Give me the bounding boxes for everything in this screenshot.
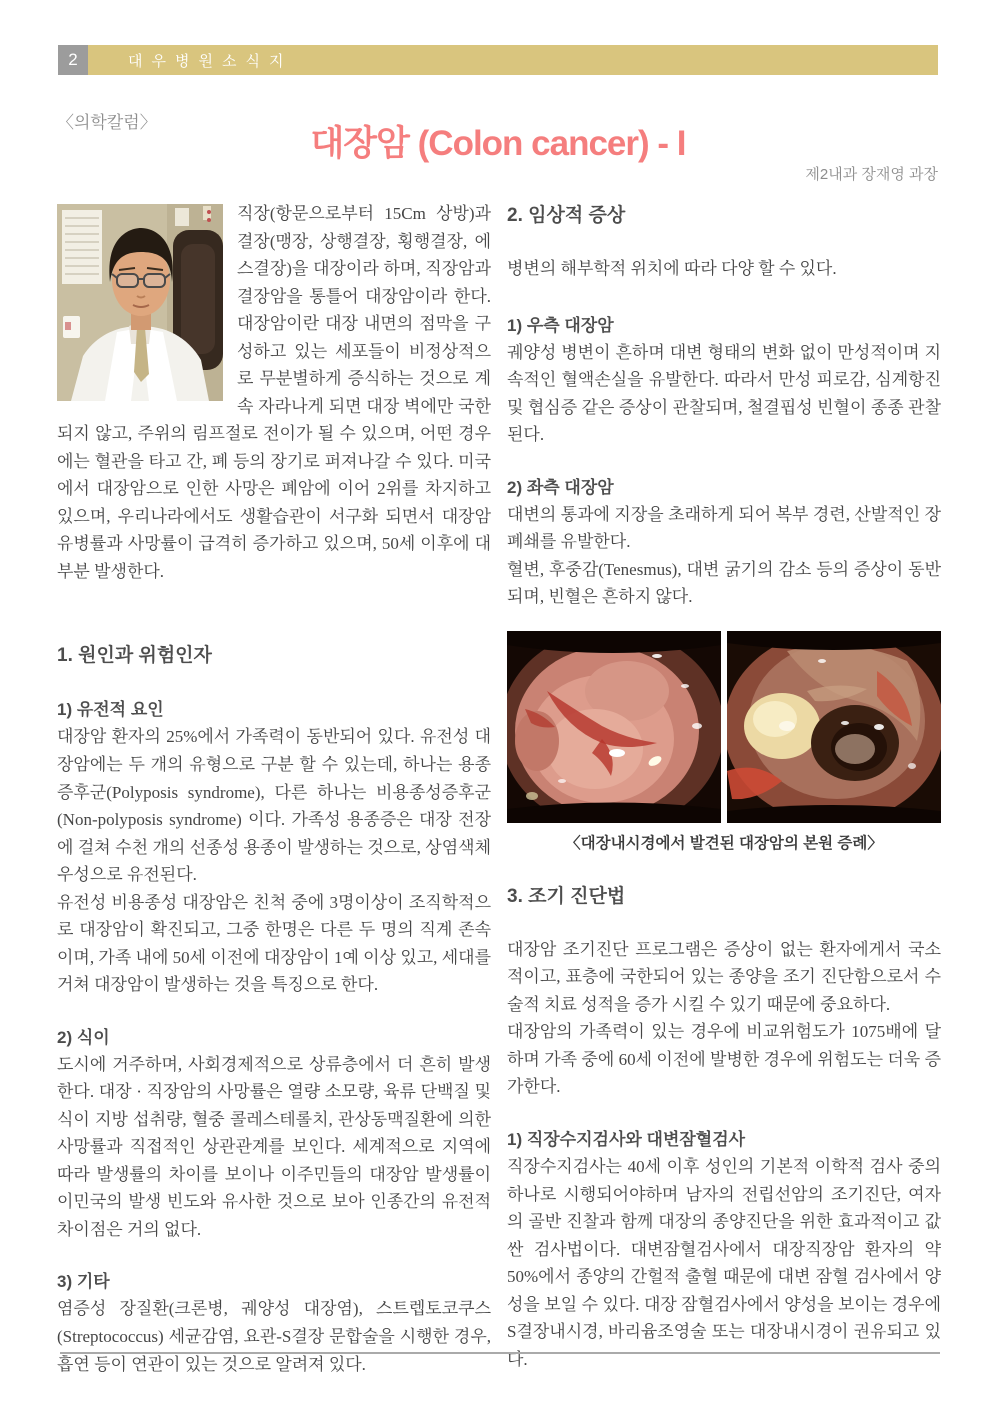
author-byline: 제2내과 장재영 과장 <box>805 166 938 183</box>
doctor-photo <box>57 204 223 401</box>
footer-divider <box>60 1352 940 1354</box>
paragraph: 대장암 환자의 25%에서 가족력이 동반되어 있다. 유전성 대장암에는 두 개의 유형으로 구분 할 수 있는데, 하나는 용종 증후군(Polyposis syndrome), 다른 하나는 비용종성증후군(Non-polyposis syndrome) 이다. 가족성 용종증은 대장 전장에 걸쳐 수천 개의 선종성 용종이 발생하는 것으로, 상염색체 우성으로 유전된다. <box>57 727 491 885</box>
endoscopy-image-left <box>507 631 721 823</box>
paragraph: 대변의 통과에 지장을 초래하게 되어 복부 경련, 산발적인 장폐쇄를 유발한다. <box>507 504 941 552</box>
section-heading-causes: 1. 원인과 위험인자 <box>57 645 212 667</box>
paragraph: 궤양성 병변이 흔하며 대변 형태의 변화 없이 만성적이며 지속적인 혈액손실을 유발한다. 따라서 만성 피로감, 심계항진 및 협심증 같은 증상이 관찰되며, 철결핍성 빈혈이 종종 관찰된다. <box>507 342 941 445</box>
left-column <box>57 200 491 1378</box>
paragraph: 대장암의 가족력이 있는 경우에 비교위험도가 1075배에 달하며 가족 중에 60세 이전에 발병한 경우에 위험도는 더욱 증가한다. <box>507 1022 941 1097</box>
intro-block <box>57 200 491 585</box>
subsection-heading-diet: 2) 식이 <box>57 1027 110 1047</box>
paragraph: 대장암 조기진단 프로그램은 증상이 없는 환자에게서 국소적이고, 표층에 국한되어 있는 종양을 조기 진단함으로서 수술적 치료 성적을 증가 시킬 수 있기 때문에 중요하다. <box>507 939 941 1014</box>
paragraph: 혈변, 후중감(Tenesmus), 대변 굵기의 감소 등의 증상이 동반되며, 빈혈은 흔하지 않다. <box>507 559 941 607</box>
subsection-heading-left-colon: 2) 좌측 대장암 <box>507 477 614 497</box>
page-number: 2 <box>58 45 88 75</box>
intro-paragraph: 직장(항문으로부터 15Cm 상방)과 결장(맹장, 상행결장, 횡행결장, 에스결장)을 대장이라 하며, 직장암과 결장암을 통틀어 대장암이라 한다. 대장암이란 대장 내면의 점막을 구성하고 있는 세포들이 비정상적으로 무분별하게 증식하는 것으로 계속 자라나게 되면 대장 벽에만 국한되지 않고, 주위의 림프절로 전이가 될 수 있으며, 어떤 경우에는 혈관을 타고 간, 폐 등의 장기로 퍼져나갈 수 있다. 미국에서 대장암으로 인한 사망은 폐암에 이어 2위를 차지하고 있으며, 우리나라에서도 생활습관이 서구화 되면서 대장암 유병률과 사망률이 급격히 증가하고 있으며, 50세 이후에 대부분 발생한다. <box>57 204 491 581</box>
paragraph: 병변의 해부학적 위치에 따라 다양 할 수 있다. <box>507 259 837 278</box>
masthead <box>58 45 938 75</box>
subsection-heading-right-colon: 1) 우측 대장암 <box>507 315 614 335</box>
wall-chart <box>62 210 102 284</box>
subsection-heading-others: 3) 기타 <box>57 1272 110 1292</box>
endoscopy-image-right <box>727 631 941 823</box>
newsletter-title: 대우병원소식지 <box>88 45 938 75</box>
paragraph: 도시에 거주하며, 사회경제적으로 상류층에서 더 흔히 발생한다. 대장 · 직장암의 사망률은 열량 소모량, 육류 단백질 및 식이 지방 섭취량, 혈중 콜레스테롤치, 관상동맥질환에 의한 사망률과 직접적인 상관관계를 보인다. 세계적으로 지역에 따라 발생률의 차이를 보이나 이주민들의 대장암 발생률이 이민국의 발생 빈도와 유사한 것으로 보아 인종간의 유전적 차이점은 거의 없다. <box>57 1054 491 1239</box>
subsection-heading-genetic: 1) 유전적 요인 <box>57 700 164 720</box>
subsection-heading-dre-fobt: 1) 직장수지검사와 대변잠혈검사 <box>507 1129 746 1149</box>
paragraph: 직장수지검사는 40세 이후 성인의 기본적 이학적 검사 중의 하나로 시행되어야하며 남자의 전립선암의 조기진단, 여자의 골반 진찰과 함께 대장의 종양진단을 위한 효과적이고 값싼 검사법이다. 대변잠혈검사에서 대장직장암 환자의 약 50%에서 종양의 간헐적 출혈 때문에 대변 잠혈 검사에서 양성을 보일 수 있다. 대장 잠혈검사에서 양성을 보이는 경우에 S결장내시경, 바리윰조영술 또는 대장내시경이 권유되고 있다. <box>507 1156 941 1369</box>
paragraph: 유전성 비용종성 대장암은 친척 중에 3명이상이 조직학적으로 대장암이 확진되고, 그중 한명은 다른 두 명의 직계 존속이며, 가족 내에 50세 이전에 대장암이 1예 이상 있고, 세대를 거쳐 대장암이 발생하는 것을 특징으로 한다. <box>57 892 491 995</box>
article-title: 대장암 (Colon cancer) - I <box>310 124 686 163</box>
right-column <box>507 200 941 1378</box>
figure-caption: 〈대장내시경에서 발견된 대장암의 본원 증례〉 <box>565 834 883 852</box>
section-heading-symptoms: 2. 임상적 증상 <box>507 205 626 226</box>
endoscopy-figure <box>507 631 941 853</box>
column-tag: 〈의학칼럼〉 <box>57 113 157 132</box>
paragraph: 염증성 장질환(크론병, 궤양성 대장염), 스트렙토코쿠스(Streptococcus) 세균감염, 요관-S결장 문합술을 시행한 경우, 흡연 등이 연관이 있는 것으로 알려져 있다. <box>57 1299 491 1374</box>
section-heading-early-diagnosis: 3. 조기 진단법 <box>507 885 626 907</box>
article-body <box>57 200 941 1378</box>
